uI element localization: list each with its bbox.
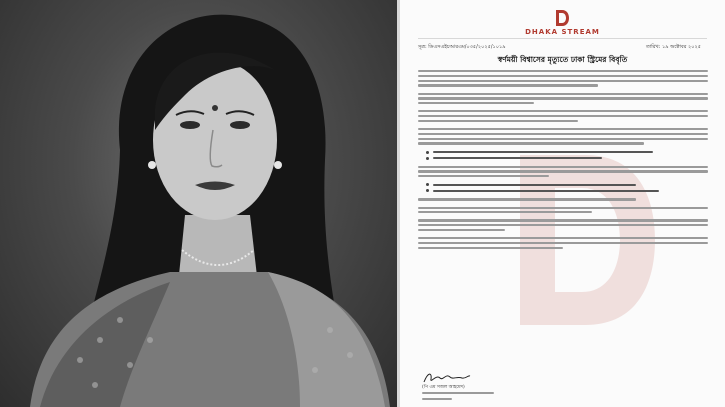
list-item: [426, 157, 708, 160]
paragraph: [418, 70, 708, 87]
bullet-list: [418, 151, 708, 160]
document-date: তারিখ: ১৯ অক্টোবর ২০২৫: [646, 44, 701, 50]
statement-body: [418, 70, 708, 255]
reference-number: সূত্র: ডিএসএইচআরএম/০৩৫/২০২৫/১০১৯: [418, 44, 506, 50]
paragraph: [418, 207, 708, 214]
paragraph: [418, 219, 708, 231]
paragraph: [418, 128, 708, 145]
brand-name: DHAKA STREAM: [525, 28, 600, 36]
paragraph: [418, 166, 708, 178]
signatory-org: [422, 398, 452, 400]
list-item: [426, 189, 708, 192]
signatory-name: (পি এম সজল আহমেদ): [422, 385, 465, 390]
paragraph: [418, 110, 708, 122]
brand-logo-icon: [554, 9, 570, 27]
paragraph: [418, 198, 708, 200]
statement-document: [400, 0, 725, 407]
bullet-list: [418, 183, 708, 192]
signatory-title: [422, 392, 494, 394]
header-rule: [418, 38, 707, 39]
paragraph: [418, 237, 708, 249]
paragraph: [418, 93, 708, 105]
statement-headline: স্বর্ণময়ী বিশ্বাসের মৃত্যুতে ঢাকা স্ট্রিমের বিবৃতি: [497, 55, 628, 64]
list-item: [426, 183, 708, 186]
list-item: [426, 151, 708, 154]
